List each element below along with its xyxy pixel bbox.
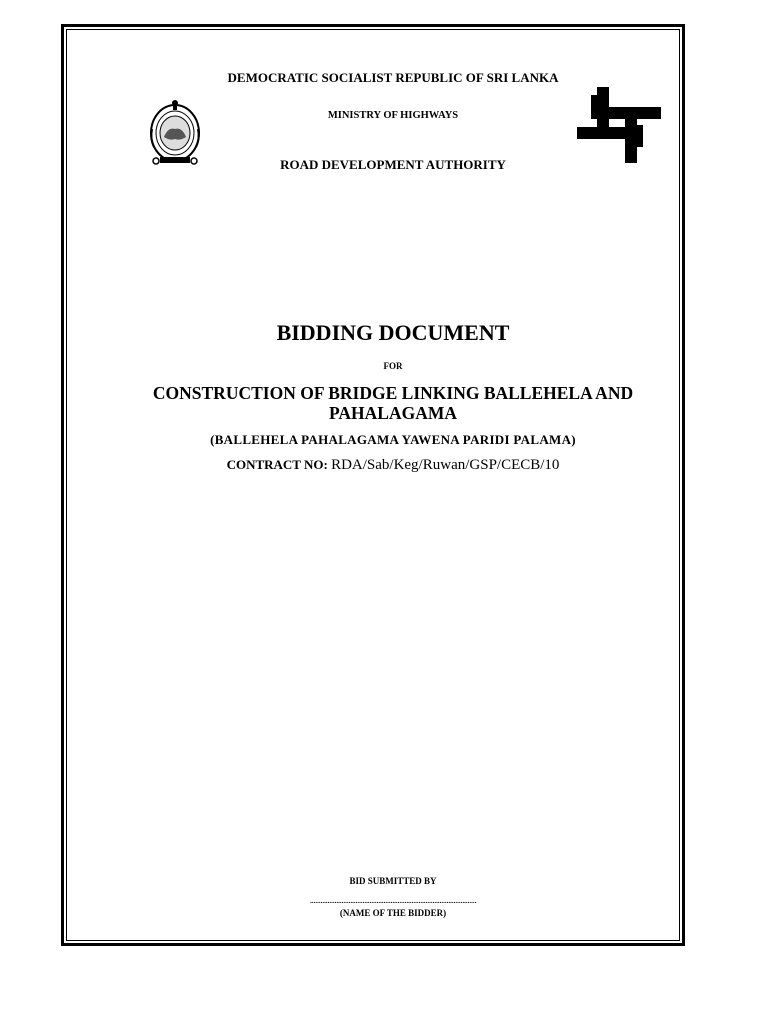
rda-logo-icon (575, 85, 663, 165)
for-label: FOR (383, 361, 403, 371)
authority-heading: ROAD DEVELOPMENT AUTHORITY (280, 157, 506, 172)
country-heading: DEMOCRATIC SOCIALIST REPUBLIC OF SRI LANKA (227, 70, 559, 85)
bidder-name-caption: (NAME OF THE BIDDER) (339, 908, 447, 918)
project-title: CONSTRUCTION OF BRIDGE LINKING BALLEHELA AND PAHALAGAMA (152, 383, 634, 423)
contract-label: CONTRACT NO: (226, 457, 328, 472)
bidder-signature-line: ............................................................................................... (309, 895, 477, 905)
ministry-heading: MINISTRY OF HIGHWAYS (327, 110, 459, 121)
project-subtitle: (BALLEHELA PAHALAGAMA YAWENA PARIDI PALAMA) (210, 432, 576, 447)
contract-number-row (60, 457, 726, 474)
document-title: BIDDING DOCUMENT (276, 320, 510, 345)
bid-submitted-label: BID SUBMITTED BY (349, 876, 437, 886)
contract-number: RDA/Sab/Keg/Ruwan/GSP/CECB/10 (331, 457, 560, 473)
